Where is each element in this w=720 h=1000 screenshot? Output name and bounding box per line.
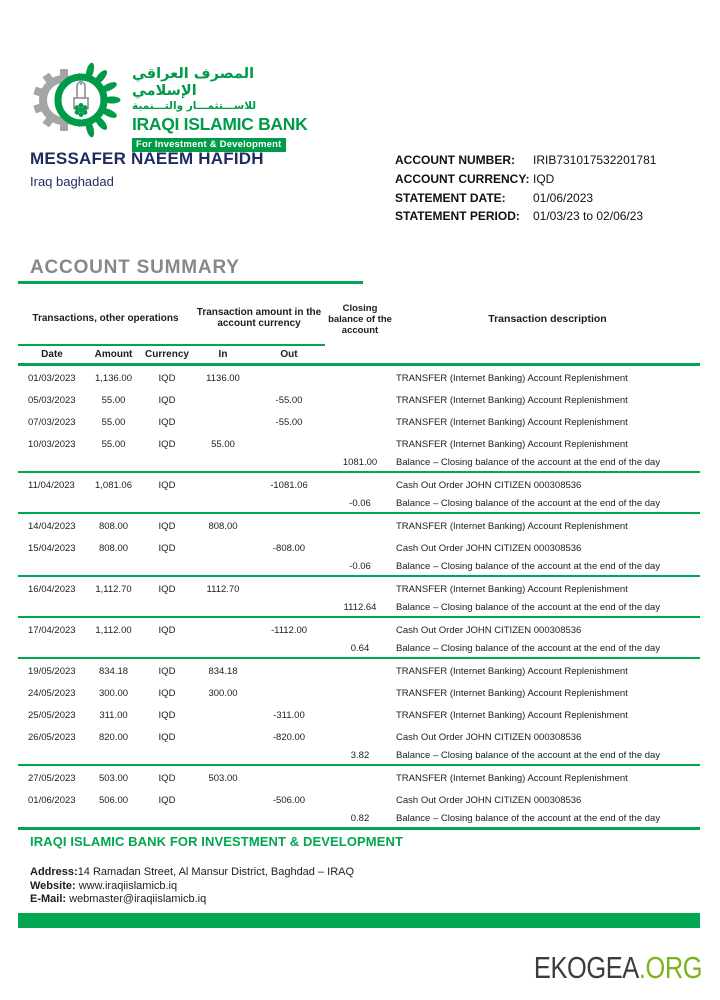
cell-description: TRANSFER (Internet Banking) Account Replenishment bbox=[396, 438, 628, 450]
cell-description: TRANSFER (Internet Banking) Account Replenishment bbox=[396, 520, 628, 532]
cell-date: 17/04/2023 bbox=[28, 624, 76, 636]
cell-date: 05/03/2023 bbox=[28, 394, 76, 406]
address-value: 14 Ramadan Street, Al Mansur District, Baghdad – IRAQ bbox=[77, 866, 355, 878]
table-row bbox=[18, 600, 700, 615]
cell-balance: 1112.64 bbox=[343, 602, 377, 613]
table-row bbox=[18, 474, 700, 496]
footer-green-bar bbox=[18, 913, 700, 928]
cell-description: TRANSFER (Internet Banking) Account Replenishment bbox=[396, 709, 628, 721]
table-row bbox=[18, 641, 700, 656]
subheader-currency: Currency bbox=[145, 349, 189, 360]
account-number-value: IRIB731017532201781 bbox=[533, 153, 657, 167]
cell-description: TRANSFER (Internet Banking) Account Replenishment bbox=[396, 665, 628, 677]
cell-description: Cash Out Order JOHN CITIZEN 000308536 bbox=[396, 624, 582, 636]
cell-out: -1081.06 bbox=[270, 479, 308, 491]
account-currency-label: ACCOUNT CURRENCY: bbox=[395, 171, 530, 186]
account-number-row bbox=[395, 151, 705, 170]
cell-date: 19/05/2023 bbox=[28, 665, 76, 677]
cell-date: 01/03/2023 bbox=[28, 372, 76, 384]
table-row bbox=[18, 496, 700, 511]
subheader-amount: Amount bbox=[94, 349, 133, 360]
cell-amount: 506.00 bbox=[98, 794, 129, 806]
account-number-label: ACCOUNT NUMBER: bbox=[395, 153, 515, 167]
header-description: Transaction description bbox=[488, 313, 607, 325]
table-row bbox=[18, 704, 700, 726]
table-group bbox=[18, 366, 700, 473]
table-row bbox=[18, 559, 700, 574]
cell-balance: 0.64 bbox=[350, 643, 370, 654]
bank-logo bbox=[28, 60, 322, 152]
cell-amount: 834.18 bbox=[98, 665, 129, 677]
section-title-underline bbox=[18, 281, 363, 284]
cell-in: 1112.70 bbox=[206, 583, 240, 595]
cell-currency: IQD bbox=[158, 583, 176, 595]
table-row bbox=[18, 748, 700, 763]
group-header-left bbox=[18, 292, 325, 346]
cell-description: TRANSFER (Internet Banking) Account Replenishment bbox=[396, 394, 628, 406]
subheader-out: Out bbox=[280, 349, 298, 360]
table-row bbox=[18, 767, 700, 789]
customer-block bbox=[30, 149, 264, 189]
cell-amount: 808.00 bbox=[98, 542, 129, 554]
cell-currency: IQD bbox=[158, 416, 176, 428]
cell-description: Cash Out Order JOHN CITIZEN 000308536 bbox=[396, 794, 582, 806]
cell-description: Balance – Closing balance of the account at the end of the day bbox=[396, 498, 661, 509]
cell-out: -55.00 bbox=[275, 416, 303, 428]
cell-description: Cash Out Order JOHN CITIZEN 000308536 bbox=[396, 731, 582, 743]
contact-block bbox=[30, 866, 354, 907]
watermark-suffix: .ORG bbox=[638, 950, 702, 985]
cell-description: TRANSFER (Internet Banking) Account Replenishment bbox=[396, 583, 628, 595]
cell-date: 24/05/2023 bbox=[28, 687, 76, 699]
table-group-header bbox=[18, 292, 700, 346]
cell-amount: 55.00 bbox=[101, 438, 126, 450]
cell-description: Balance – Closing balance of the account at the end of the day bbox=[396, 813, 661, 824]
cell-currency: IQD bbox=[158, 772, 176, 784]
cell-description: TRANSFER (Internet Banking) Account Replenishment bbox=[396, 687, 628, 699]
cell-date: 16/04/2023 bbox=[28, 583, 76, 595]
cell-description: Cash Out Order JOHN CITIZEN 000308536 bbox=[396, 479, 582, 491]
cell-date: 11/04/2023 bbox=[28, 479, 75, 491]
table-row bbox=[18, 537, 700, 559]
table-body bbox=[18, 366, 700, 830]
cell-description: Balance – Closing balance of the account at the end of the day bbox=[396, 457, 661, 468]
cell-in: 300.00 bbox=[208, 687, 238, 699]
cell-out: -311.00 bbox=[273, 709, 305, 721]
cell-balance: 1081.00 bbox=[342, 457, 378, 468]
cell-date: 10/03/2023 bbox=[28, 438, 76, 450]
cell-amount: 1,136.00 bbox=[95, 372, 132, 384]
cell-currency: IQD bbox=[158, 687, 176, 699]
cell-amount: 1,112.70 bbox=[95, 583, 132, 595]
bank-tagline-arabic: للاســـتثمـــار والتـــنمية bbox=[132, 100, 257, 112]
cell-balance: -0.06 bbox=[349, 561, 371, 572]
cell-description: TRANSFER (Internet Banking) Account Replenishment bbox=[396, 416, 628, 428]
cell-in: 55.00 bbox=[211, 438, 235, 450]
header-amount-currency: Transaction amount in the account currency bbox=[196, 307, 322, 329]
email-link[interactable]: webmaster@iraqiislamicb.iq bbox=[69, 893, 207, 905]
statement-date-label: STATEMENT DATE: bbox=[395, 190, 506, 205]
table-row bbox=[18, 515, 700, 537]
table-row bbox=[18, 789, 700, 811]
cell-out: -1112.00 bbox=[270, 624, 308, 636]
account-info bbox=[395, 151, 705, 226]
cell-date: 01/06/2023 bbox=[28, 794, 76, 806]
table-row bbox=[18, 411, 700, 433]
cell-description: Cash Out Order JOHN CITIZEN 000308536 bbox=[396, 542, 582, 554]
statement-period-label: STATEMENT PERIOD: bbox=[395, 209, 520, 224]
cell-description: Balance – Closing balance of the account at the end of the day bbox=[396, 643, 661, 654]
header-operations: Transactions, other operations bbox=[32, 312, 179, 324]
bank-name-arabic: المصرف العراقي الإسلامي bbox=[132, 66, 255, 99]
table-row bbox=[18, 726, 700, 748]
cell-currency: IQD bbox=[158, 731, 176, 743]
watermark bbox=[534, 950, 702, 986]
table-row bbox=[18, 367, 700, 389]
cell-balance: -0.06 bbox=[349, 498, 371, 509]
cell-amount: 808.00 bbox=[98, 520, 129, 532]
cell-currency: IQD bbox=[158, 542, 176, 554]
cell-currency: IQD bbox=[158, 394, 176, 406]
cell-amount: 55.00 bbox=[101, 394, 126, 406]
cell-currency: IQD bbox=[158, 372, 176, 384]
cell-currency: IQD bbox=[158, 709, 176, 721]
cell-date: 07/03/2023 bbox=[28, 416, 76, 428]
cell-description: Balance – Closing balance of the account at the end of the day bbox=[396, 602, 661, 613]
cell-currency: IQD bbox=[158, 665, 176, 677]
cell-amount: 311.00 bbox=[99, 709, 128, 721]
customer-name: MESSAFER NAEEM HAFIDH bbox=[30, 149, 264, 168]
cell-description: Balance – Closing balance of the account at the end of the day bbox=[396, 750, 661, 761]
website-line bbox=[30, 880, 354, 894]
table-sub-header bbox=[18, 346, 700, 366]
cell-amount: 820.00 bbox=[98, 731, 129, 743]
table-row bbox=[18, 682, 700, 704]
table-row bbox=[18, 811, 700, 826]
bank-logo-text bbox=[132, 66, 322, 152]
table-row bbox=[18, 433, 700, 455]
table-group bbox=[18, 618, 700, 659]
header-closing-balance: Closing balance of the account bbox=[328, 302, 392, 336]
cell-date: 27/05/2023 bbox=[28, 772, 76, 784]
table-group bbox=[18, 659, 700, 766]
cell-currency: IQD bbox=[158, 520, 176, 532]
cell-currency: IQD bbox=[158, 438, 176, 450]
bank-tagline-english: For Investment & Development bbox=[132, 138, 286, 152]
cell-description: Balance – Closing balance of the account at the end of the day bbox=[396, 561, 661, 572]
table-row bbox=[18, 660, 700, 682]
customer-location: Iraq baghadad bbox=[30, 174, 114, 189]
cell-amount: 1,112.00 bbox=[95, 624, 132, 636]
address-label: Address: bbox=[30, 866, 78, 878]
table-group bbox=[18, 473, 700, 514]
cell-amount: 503.00 bbox=[98, 772, 129, 784]
cell-amount: 300.00 bbox=[98, 687, 129, 699]
table-row bbox=[18, 619, 700, 641]
cell-currency: IQD bbox=[158, 479, 176, 491]
account-currency-row bbox=[395, 170, 705, 189]
address-line bbox=[30, 866, 354, 880]
cell-date: 25/05/2023 bbox=[28, 709, 76, 721]
website-label: Website: bbox=[30, 879, 79, 892]
transactions-table bbox=[18, 292, 700, 830]
cell-out: -506.00 bbox=[272, 794, 306, 806]
cell-in: 834.18 bbox=[208, 665, 238, 677]
bank-name-english: IRAQI ISLAMIC BANK bbox=[132, 114, 308, 134]
cell-out: -808.00 bbox=[272, 542, 306, 554]
cell-amount: 1,081.06 bbox=[95, 479, 132, 491]
table-row bbox=[18, 578, 700, 600]
cell-date: 15/04/2023 bbox=[28, 542, 76, 554]
table-row bbox=[18, 389, 700, 411]
table-group bbox=[18, 766, 700, 830]
cell-amount: 55.00 bbox=[101, 416, 126, 428]
cell-description: TRANSFER (Internet Banking) Account Replenishment bbox=[396, 772, 628, 784]
statement-period-value: 01/03/23 to 02/06/23 bbox=[533, 209, 644, 224]
statement-date-row bbox=[395, 189, 705, 208]
account-currency-value: IQD bbox=[533, 171, 555, 186]
table-row bbox=[18, 455, 700, 470]
statement-date-value: 01/06/2023 bbox=[533, 190, 594, 205]
cell-in: 503.00 bbox=[208, 772, 238, 784]
watermark-name: EKOGEA bbox=[533, 950, 639, 985]
bank-full-name: IRAQI ISLAMIC BANK FOR INVESTMENT & DEVELOPMENT bbox=[30, 834, 404, 849]
subheader-in: In bbox=[218, 349, 228, 360]
cell-in: 808.00 bbox=[208, 520, 238, 532]
email-label: E-Mail: bbox=[30, 893, 70, 905]
table-group bbox=[18, 577, 700, 618]
cell-out: -820.00 bbox=[272, 731, 306, 743]
cell-date: 14/04/2023 bbox=[28, 520, 76, 532]
section-title: ACCOUNT SUMMARY bbox=[30, 257, 240, 278]
cell-out: -55.00 bbox=[275, 394, 303, 406]
email-line bbox=[30, 893, 354, 907]
cell-description: TRANSFER (Internet Banking) Account Replenishment bbox=[396, 372, 628, 384]
table-group bbox=[18, 514, 700, 577]
cell-balance: 3.82 bbox=[350, 750, 370, 761]
cell-in: 1136.00 bbox=[206, 372, 240, 384]
cell-balance: 0.82 bbox=[350, 813, 370, 824]
cell-date: 26/05/2023 bbox=[28, 731, 76, 743]
cell-currency: IQD bbox=[158, 794, 176, 806]
cell-currency: IQD bbox=[158, 624, 176, 636]
website-link[interactable]: www.iraqiislamicb.iq bbox=[78, 879, 178, 892]
bank-logo-icon bbox=[28, 60, 130, 140]
statement-period-row bbox=[395, 207, 705, 226]
subheader-date: Date bbox=[41, 349, 63, 360]
